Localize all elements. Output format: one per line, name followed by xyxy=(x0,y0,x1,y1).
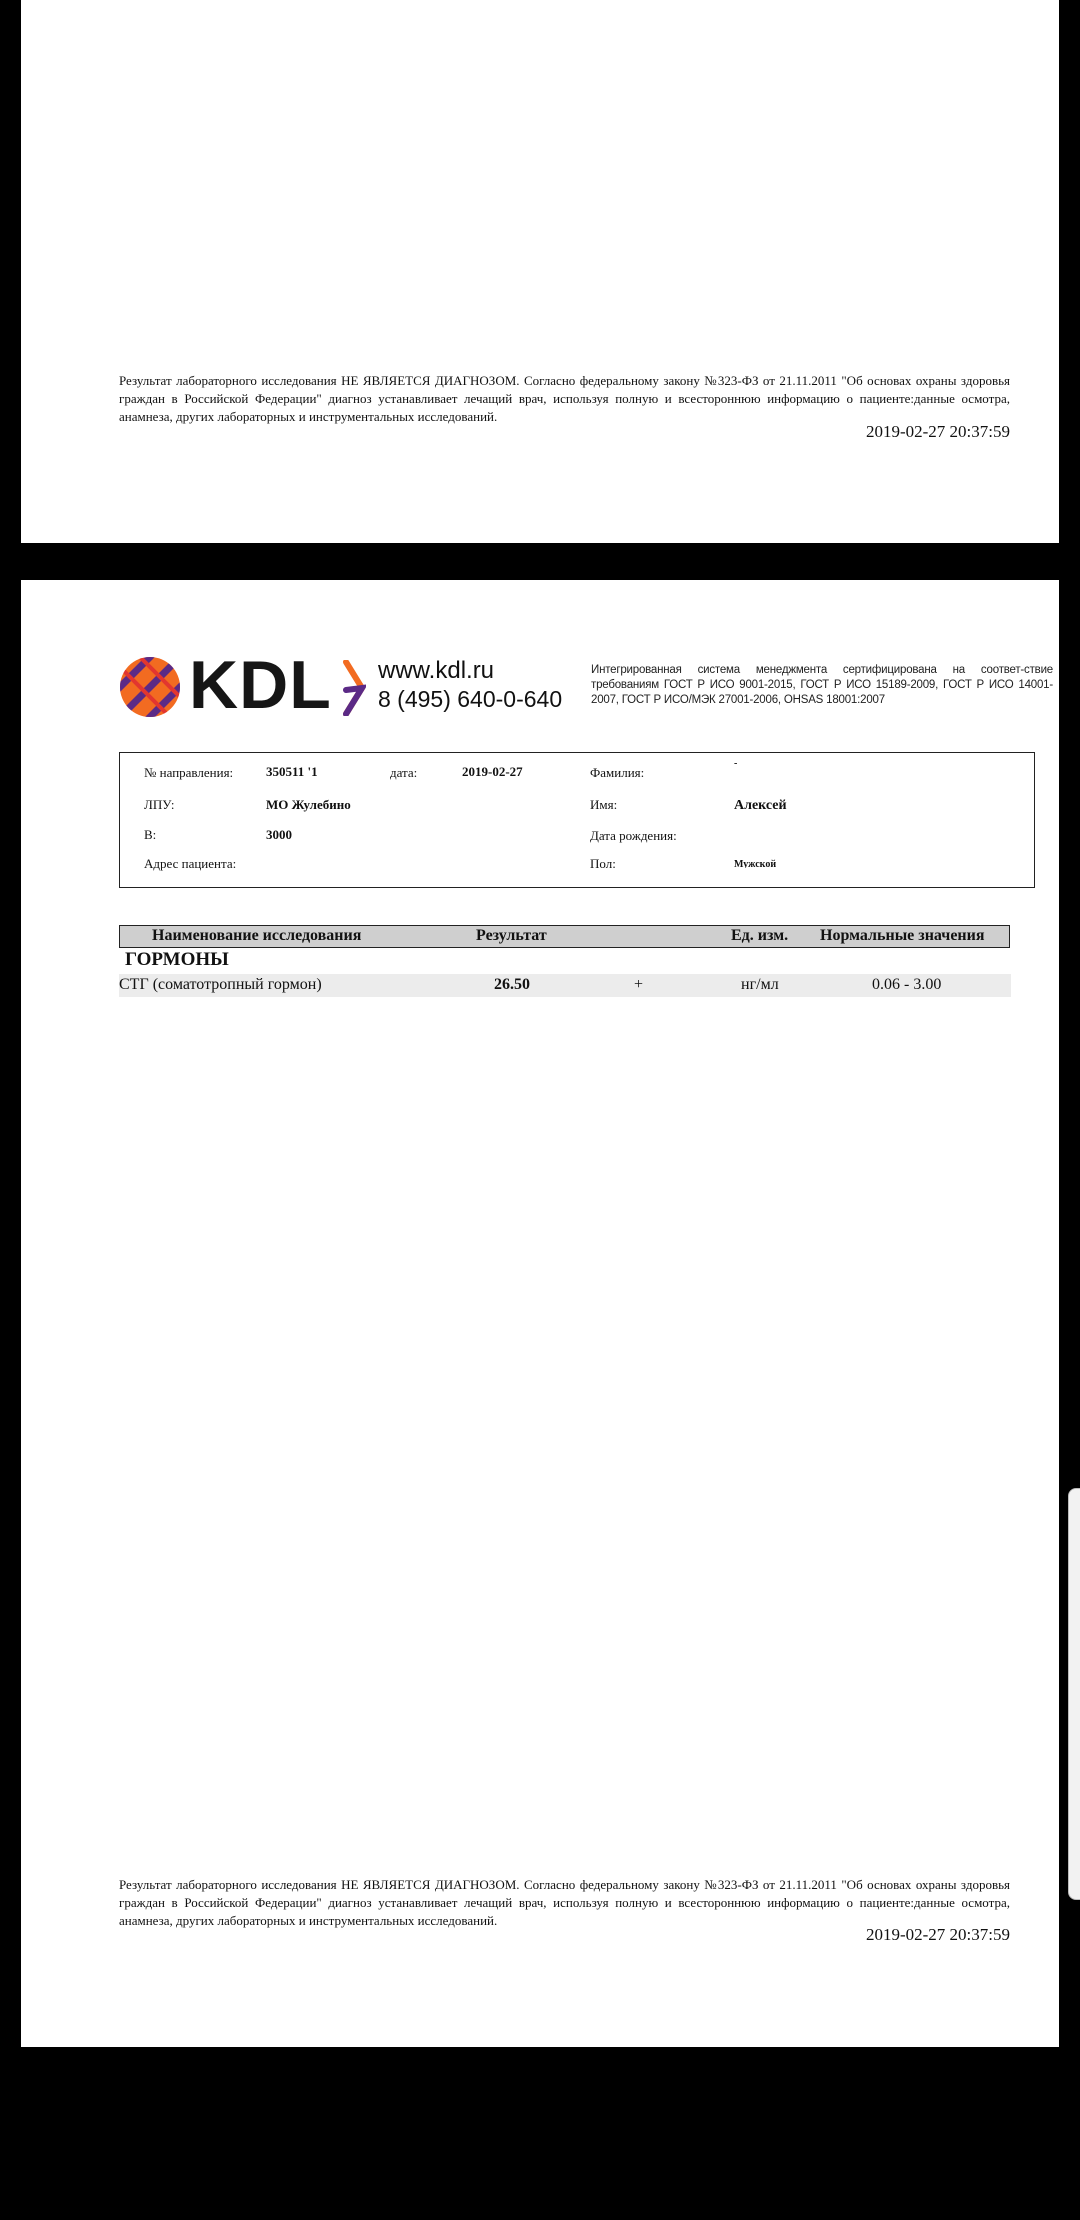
test-name: СТГ (соматотропный гормон) xyxy=(119,976,322,993)
referral-label: № направления: xyxy=(144,765,234,780)
header-test-name: Наименование исследования xyxy=(152,927,362,944)
surname-label: Фамилия: xyxy=(590,765,645,780)
name-label: Имя: xyxy=(590,797,618,812)
result-flag: + xyxy=(634,976,644,993)
v-label: В: xyxy=(144,827,157,842)
norm-value: 0.06 - 3.00 xyxy=(872,976,942,993)
patient-info-box xyxy=(119,752,1035,888)
sex-value: Мужской xyxy=(734,859,777,868)
brand-logo-text: KDL xyxy=(189,647,332,723)
lpu-value: МО Жулебино xyxy=(266,797,351,812)
results-table-header xyxy=(119,925,1010,948)
name-value: Алексей xyxy=(734,798,787,813)
website-link[interactable]: www.kdl.ru xyxy=(378,657,495,684)
surname-value: - xyxy=(734,758,738,769)
result-value: 26.50 xyxy=(494,976,530,993)
header-unit: Ед. изм. xyxy=(731,927,789,944)
date-value: 2019-02-27 xyxy=(462,764,523,779)
referral-number: 350511 '1 xyxy=(266,764,318,779)
print-timestamp: 2019-02-27 20:37:59 xyxy=(865,422,1010,441)
address-label: Адрес пациента: xyxy=(144,856,237,871)
scrollbar-thumb[interactable] xyxy=(1068,1488,1080,1900)
disclaimer-text: Результат лабораторного исследования НЕ ЯВЛЯЕТСЯ ДИАГНОЗОМ. Согласно федеральному закону №323-ФЗ от 21.11.2011 "Об основах охраны здоровья граждан в Российской Федерации" диагноз устанавливает лечащий врач, используя полную и всестороннюю информацию о пациенте:данные осмотра, анамнеза, других лабораторных и инструментальных исследований. xyxy=(119,1877,1010,1928)
print-timestamp: 2019-02-27 20:37:59 xyxy=(865,1925,1010,1944)
v-value: 3000 xyxy=(266,827,292,842)
header-norm: Нормальные значения xyxy=(820,927,985,944)
report-page xyxy=(21,580,1059,2047)
chevron-logo-icon xyxy=(342,660,366,716)
lpu-label: ЛПУ: xyxy=(144,797,175,812)
sex-label: Пол: xyxy=(590,856,616,871)
section-title: ГОРМОНЫ xyxy=(125,949,229,970)
certification-text: Интегрированная система менеджмента сертифицирована на соответ-ствие требованиям ГОСТ Р ИСО 9001-2015, ГОСТ Р ИСО 15189-2009, ГОСТ Р ИСО 14001-2007, ГОСТ Р ИСО/МЭК 27001-2006, OHSAS 18001:2007 xyxy=(591,664,1053,706)
unit-value: нг/мл xyxy=(741,976,779,993)
disclaimer-text: Результат лабораторного исследования НЕ ЯВЛЯЕТСЯ ДИАГНОЗОМ. Согласно федеральному закону №323-ФЗ от 21.11.2011 "Об основах охраны здоровья граждан в Российской Федерации" диагноз устанавливает лечащий врач, используя полную и всестороннюю информацию о пациенте:данные осмотра, анамнеза, других лабораторных и инструментальных исследований. xyxy=(119,373,1010,424)
table-row xyxy=(119,974,1011,997)
report-page-previous xyxy=(21,0,1059,543)
date-label: дата: xyxy=(390,765,418,780)
kdl-logo-icon xyxy=(119,656,181,718)
header-result: Результат xyxy=(476,927,547,944)
birthdate-label: Дата рождения: xyxy=(590,828,677,843)
phone-number[interactable]: 8 (495) 640-0-640 xyxy=(378,686,563,712)
